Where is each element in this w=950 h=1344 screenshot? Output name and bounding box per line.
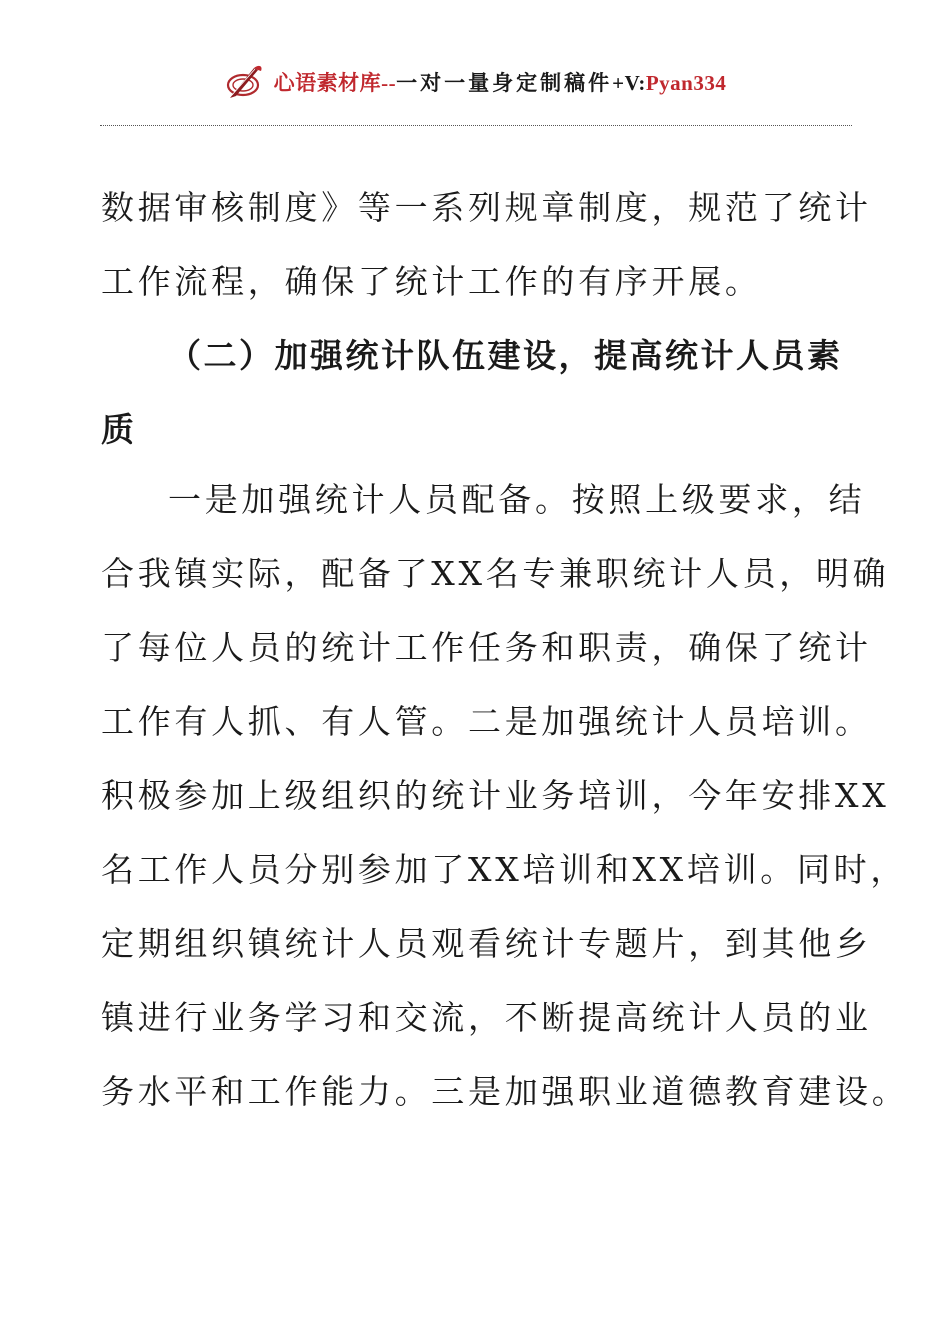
paragraph-line: 务水平和工作能力。三是加强职业道德教育建设。: [101, 1072, 909, 1111]
paragraph-line: 积极参加上级组织的统计业务培训，今年安排XX: [101, 776, 890, 815]
section-heading: （二）加强统计队伍建设，提高统计人员素: [168, 336, 843, 375]
paragraph-line: 定期组织镇统计人员观看统计专题片，到其他乡: [101, 924, 872, 963]
contact-id: Pyan334: [645, 71, 727, 95]
contact-prefix: +V:: [612, 71, 646, 95]
paragraph-line: 工作流程，确保了统计工作的有序开展。: [101, 262, 762, 301]
header-separator: --: [381, 71, 397, 95]
brand-name: 心语素材库: [273, 71, 382, 95]
quill-pen-logo-icon: [224, 62, 264, 102]
header-slogan: 一对一量身定制稿件: [396, 71, 613, 95]
paragraph-line: 了每位人员的统计工作任务和职责，确保了统计: [101, 628, 872, 667]
page-header: [0, 60, 950, 104]
paragraph-line: 数据审核制度》等一系列规章制度，规范了统计: [101, 188, 872, 227]
section-heading: 质: [101, 410, 137, 449]
paragraph-line: 一是加强统计人员配备。按照上级要求，结: [168, 480, 866, 519]
header-title: [274, 67, 727, 97]
paragraph-line: 工作有人抓、有人管。二是加强统计人员培训。: [101, 702, 872, 741]
paragraph-line: 镇进行业务学习和交流，不断提高统计人员的业: [101, 998, 872, 1037]
paragraph-line: 名工作人员分别参加了XX培训和XX培训。同时，: [101, 850, 908, 889]
header-divider: [100, 125, 852, 126]
paragraph-line: 合我镇实际，配备了XX名专兼职统计人员，明确: [101, 554, 890, 593]
